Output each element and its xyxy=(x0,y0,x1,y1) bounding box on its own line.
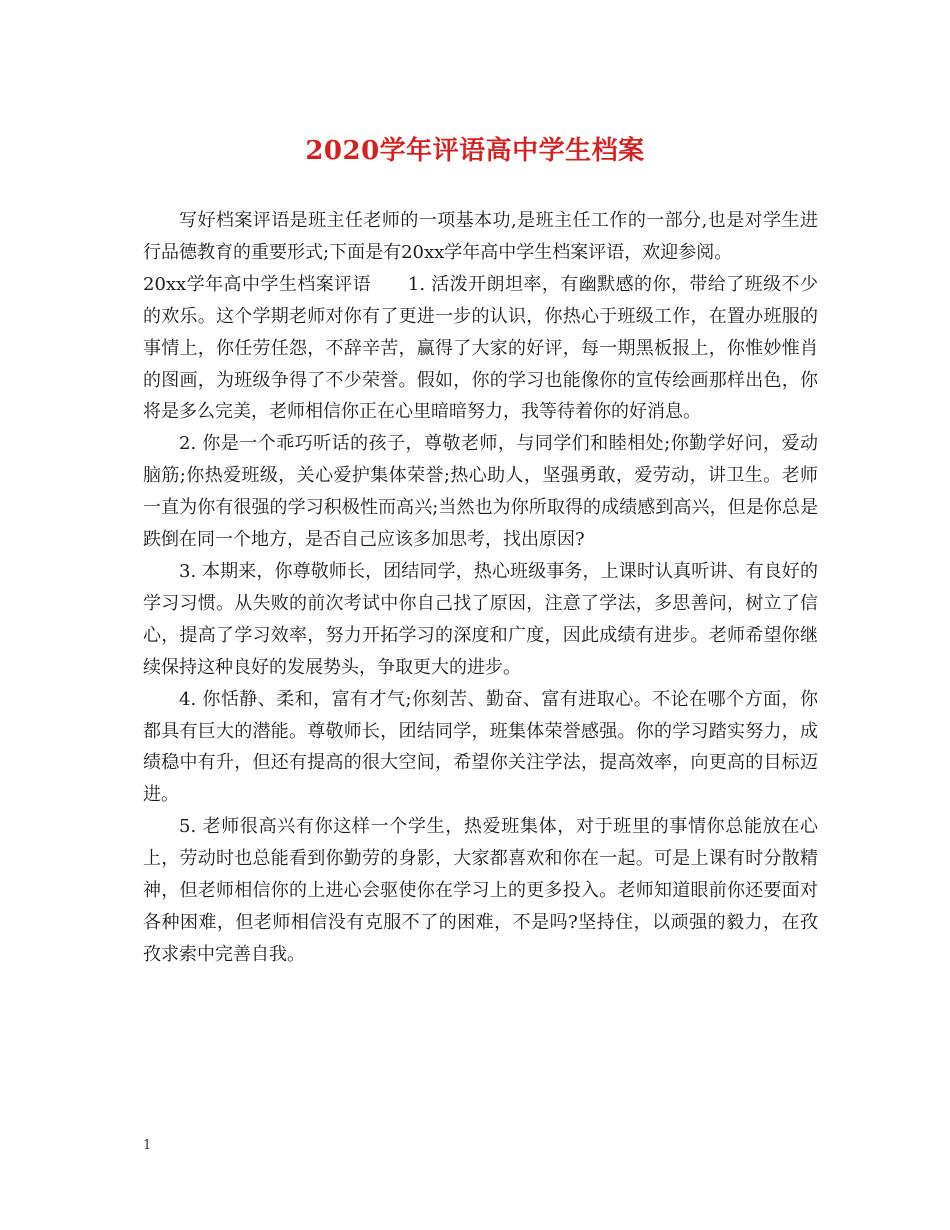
page-number: 1 xyxy=(143,1138,152,1153)
comment-paragraph-2: 2. 你是一个乖巧听话的孩子，尊敬老师，与同学们和睦相处;你勤学好问，爱动脑筋;你热爱班级，关心爱护集体荣誉;热心助人，坚强勇敢，爱劳动，讲卫生。老师一直为你有很强的学习积极性而高兴;当然也为你所取得的成绩感到高兴，但是你总是跌倒在同一个地方，是否自己应该多加思考，找出原因? xyxy=(143,433,818,551)
document-title: 2020学年评语高中学生档案 xyxy=(305,136,645,166)
comment-paragraph-3: 3. 本期来，你尊敬师长，团结同学，热心班级事务，上课时认真听讲、有良好的学习习惯。从失败的前次考试中你自己找了原因，注意了学法，多思善问，树立了信心，提高了学习效率，努力开拓学习的深度和广度，因此成绩有进步。老师希望你继续保持这种良好的发展势头，争取更大的进步。 xyxy=(143,560,818,678)
comment-paragraph-5: 5. 老师很高兴有你这样一个学生，热爱班集体，对于班里的事情你总能放在心上，劳动时也总能看到你勤劳的身影，大家都喜欢和你在一起。可是上课有时分散精神，但老师相信你的上进心会驱使你在学习上的更多投入。老师知道眼前你还要面对各种困难，但老师相信没有克服不了的困难，不是吗?坚持住，以顽强的毅力，在孜孜求索中完善自我。 xyxy=(143,816,818,965)
document-body xyxy=(143,205,818,971)
intro-paragraph: 写好档案评语是班主任老师的一项基本功,是班主任工作的一部分,也是对学生进行品德教育的重要形式;下面是有20xx学年高中学生档案评语，欢迎参阅。 xyxy=(143,210,818,263)
comment-paragraph-4: 4. 你恬静、柔和，富有才气;你刻苦、勤奋、富有进取心。不论在哪个方面，你都具有巨大的潜能。尊敬师长，团结同学，班集体荣誉感强。你的学习踏实努力，成绩稳中有升，但还有提高的很大空间，希望你关注学法，提高效率，向更高的目标迈进。 xyxy=(143,688,818,806)
comment-paragraph-1: 20xx学年高中学生档案评语 1. 活泼开朗坦率，有幽默感的你，带给了班级不少的欢乐。这个学期老师对你有了更进一步的认识，你热心于班级工作，在置办班服的事情上，你任劳任怨，不辞辛苦，赢得了大家的好评，每一期黑板报上，你惟妙惟肖的图画，为班级争得了不少荣誉。假如，你的学习也能像你的宣传绘画那样出色，你将是多么完美，老师相信你正在心里暗暗努力，我等待着你的好消息。 xyxy=(143,273,818,423)
